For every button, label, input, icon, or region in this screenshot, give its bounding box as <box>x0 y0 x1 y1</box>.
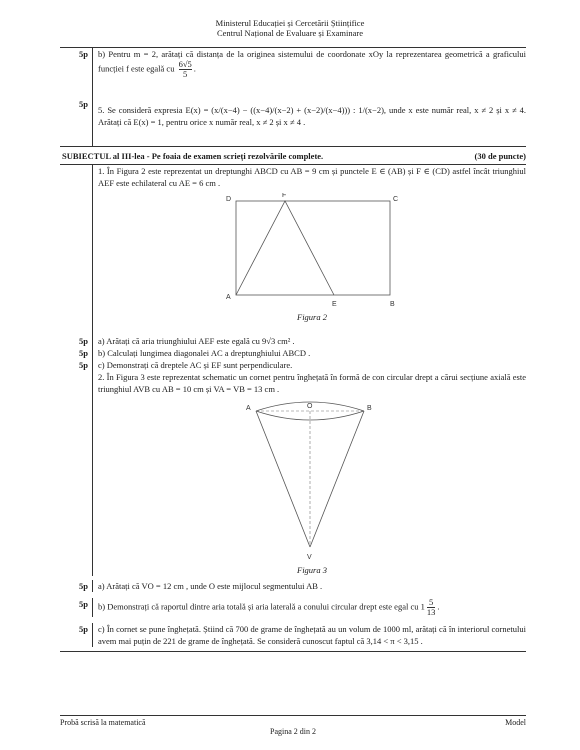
points: 5p <box>60 598 93 617</box>
question-1a <box>60 335 526 347</box>
points: 5p <box>60 347 93 359</box>
question-2c <box>60 617 526 647</box>
points: 5p <box>60 335 93 347</box>
triangle-aef <box>236 201 334 295</box>
label-B: B <box>390 301 395 308</box>
ministry-line: Ministerul Educației și Cercetării Științifice <box>215 18 365 28</box>
question-text: c) Demonstrați că dreptele AC și EF sunt perpendiculare. <box>98 360 293 370</box>
segment-vb <box>310 411 364 547</box>
center-line: Centrul Național de Evaluare și Examinare <box>216 28 364 38</box>
question-text: a) Arătați că VO = 12 cm , unde O este mijlocul segmentului AB . <box>98 581 323 591</box>
question-text: 5. Se consideră expresia E(x) = (x/(x−4) − ((x−4)/(x−2) + (x−2)/(x−4))) : 1/(x−2), unde x este număr real, x ≠ 2 și x ≠ 4. Arătați că E(x) = 1, pentru orice x număr real, x ≠ 2 și x ≠ 4 . <box>98 105 526 127</box>
question-text: a) Arătați că aria triunghiului AEF este egală cu 9√3 cm² . <box>98 336 295 346</box>
points: 5p <box>60 98 93 146</box>
points: 5p <box>60 359 93 371</box>
frac-den: 5 <box>183 69 188 79</box>
points: 5p <box>60 580 93 592</box>
question-2b: 5p b) Demonstrați că raportul dintre aria totală și aria laterală a conului circular drept este egal cu 1 $\frac{5}{13}$ . <box>60 592 526 617</box>
label-D: D <box>226 196 232 203</box>
problem-2 <box>60 371 526 576</box>
frac-num: 6√5 <box>178 59 192 69</box>
figure-2 <box>222 193 402 311</box>
problem-text: 1. În Figura 2 este reprezentat un dreptunghi ABCD cu AB = 9 cm și punctele E ∈ (AB) și F ∈ (CD) astfel încât triunghiul AEF este echilateral cu AE = 6 cm . <box>98 166 526 188</box>
question-text: b) Pentru m = 2, arătați că distanța de la originea sistemului de coordonate xOy la reprezentarea geometrică a graficului funcției f este egală cu <box>98 49 526 74</box>
problem-1 <box>60 165 526 335</box>
label-A: A <box>226 294 231 301</box>
label-O: O <box>307 403 313 410</box>
figure-2-caption: Figura 2 <box>297 312 327 322</box>
label-F: F <box>282 193 287 199</box>
label-E: E <box>332 301 337 308</box>
points: 5p <box>60 623 93 647</box>
question-2a <box>60 576 526 592</box>
question-text: c) În cornet se pune înghețată. Știind că 700 de grame de înghețată au un volum de 1000 ml, arătați că în interiorul cornetului avem mai puțin de 221 de grame de înghețată. Se consideră cunoscut faptul că 3,14 < π < 3,15 . <box>98 624 526 646</box>
question-1c <box>60 359 526 371</box>
rectangle-abcd <box>236 201 390 295</box>
label-B: B <box>367 405 372 412</box>
frac-num: 5 <box>427 598 436 608</box>
fraction <box>179 60 192 79</box>
fraction <box>427 598 436 617</box>
page-footer <box>60 715 526 736</box>
frac-den: 13 <box>426 607 436 617</box>
points: 5p <box>60 48 93 98</box>
label-V: V <box>307 554 312 561</box>
question-text: b) Demonstrați că raportul dintre aria totală și aria laterală a conului circular drept este egal cu <box>98 601 421 612</box>
question-1b <box>60 347 526 359</box>
figure-3 <box>242 399 382 564</box>
label-A: A <box>246 405 251 412</box>
subject-title: SUBIECTUL al III-lea - Pe foaia de examen scrieți rezolvările complete. <box>62 151 324 161</box>
question-b-top: 5p b) Pentru m = 2, arătați că distanța de la originea sistemului de coordonate xOy la reprezentarea geometrică a graficului funcției f este egală cu $\frac{6√5}{5}$ . <box>60 48 526 98</box>
subject-header <box>60 147 526 164</box>
page-number: Pagina 2 din 2 <box>270 727 316 736</box>
question-text: b) Calculați lungimea diagonalei AC a dreptunghiului ABCD . <box>98 348 311 358</box>
footer-left: Probă scrisă la matematică <box>60 718 146 727</box>
question-5 <box>60 98 526 146</box>
subject-points: (30 de puncte) <box>474 151 526 161</box>
label-C: C <box>393 196 399 203</box>
page-header <box>0 18 580 38</box>
problem-text: 2. În Figura 3 este reprezentat schematic un cornet pentru înghețată în formă de con circular drept a cărui secțiune axială este triunghiul AVB cu AB = 10 cm și VA = VB = 13 cm . <box>98 372 526 394</box>
segment-va <box>256 411 310 547</box>
exam-page <box>60 47 526 652</box>
footer-right: Model <box>505 718 526 727</box>
figure-3-caption: Figura 3 <box>297 565 327 575</box>
frac-whole: 1 <box>420 601 425 612</box>
